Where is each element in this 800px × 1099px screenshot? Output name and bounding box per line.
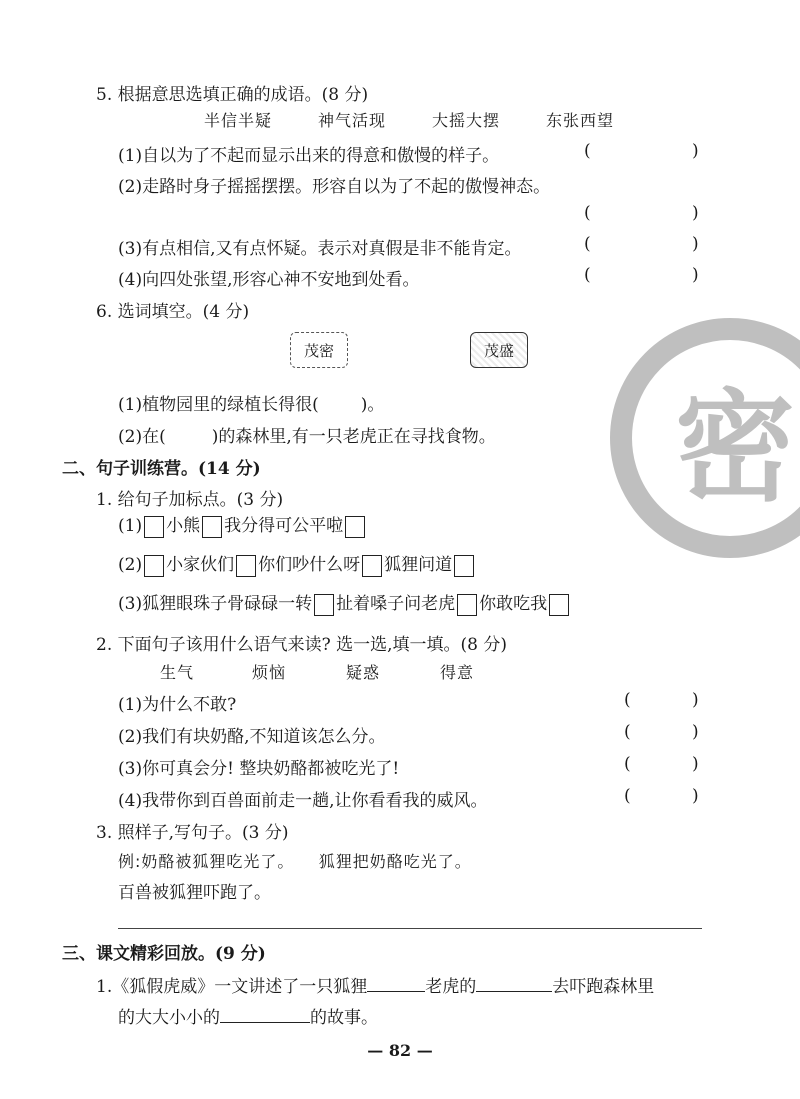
punct-box[interactable] [144, 555, 164, 577]
section2-title: 二、句子训练营。(14 分) [62, 459, 261, 479]
word-card-maosheng: 茂盛 [470, 332, 528, 368]
blank-3[interactable] [220, 1004, 310, 1023]
q5-option-2: 神气活现 [318, 111, 387, 130]
q6-item-2: (2)在( )的森林里,有一只老虎正在寻找食物。 [118, 427, 496, 447]
punct-box[interactable] [144, 516, 164, 538]
punct-box[interactable] [457, 594, 477, 616]
s2-q1-title: 1. 给句子加标点。(3 分) [96, 490, 284, 510]
page-number: — 82 — [367, 1041, 433, 1060]
answer-line[interactable] [118, 928, 702, 929]
q5-answer-1[interactable]: ( [584, 141, 591, 161]
word-card-maomi: 茂密 [290, 332, 348, 368]
tone-item-4: (4)我带你到百兽面前走一趟,让你看看我的威风。 [118, 791, 488, 811]
punct-box[interactable] [362, 555, 382, 577]
tone-answer-1[interactable]: ( [624, 690, 631, 710]
q5-option-4: 东张西望 [546, 111, 615, 130]
q5-title: 5. 根据意思选填正确的成语。(8 分) [96, 85, 369, 105]
punct-box[interactable] [236, 555, 256, 577]
q5-option-1: 半信半疑 [204, 111, 273, 130]
s3-q1-line2: 的大大小小的 的故事。 [118, 1003, 378, 1028]
q5-answer-2[interactable]: ( [584, 203, 591, 223]
section3-title: 三、课文精彩回放。(9 分) [62, 944, 266, 964]
q6-title: 6. 选词填空。(4 分) [96, 302, 250, 322]
q5-answer-4[interactable]: ( [584, 265, 591, 285]
punct-sentence-2: (2) 小家伙们 你们吵什么呀 狐狸问道 [118, 552, 476, 578]
tone-answer-2[interactable]: ( [624, 722, 631, 742]
q5-item-3: (3)有点相信,又有点怀疑。表示对真假是非不能肯定。 [118, 239, 522, 259]
punct-sentence-1: (1) 小熊 我分得可公平啦 [118, 513, 367, 539]
s3-q1-line1: 1.《狐假虎威》一文讲述了一只狐狸 老虎的 去吓跑森林里 [96, 972, 654, 997]
tone-answer-4[interactable]: ( [624, 786, 631, 806]
tone-option-1: 生气 [160, 663, 195, 682]
q5-item-4: (4)向四处张望,形容心神不安地到处看。 [118, 270, 420, 290]
tone-answer-3[interactable]: ( [624, 754, 631, 774]
rewrite-example: 例:奶酪被狐狸吃光了。 狐狸把奶酪吃光了。 [118, 852, 472, 871]
tone-option-2: 烦恼 [252, 663, 287, 682]
punct-sentence-3: (3)狐狸眼珠子骨碌碌一转 扯着嗓子问老虎 你敢吃我 [118, 591, 571, 617]
q6-item-1: (1)植物园里的绿植长得很( )。 [118, 395, 385, 415]
tone-item-3: (3)你可真会分! 整块奶酪都被吃光了! [118, 759, 400, 779]
q5-option-3: 大摇大摆 [432, 111, 501, 130]
tone-option-3: 疑惑 [346, 663, 381, 682]
punct-box[interactable] [454, 555, 474, 577]
tone-item-2: (2)我们有块奶酪,不知道该怎么分。 [118, 727, 386, 747]
confidential-seal: 密 [610, 318, 800, 558]
q5-answer-3[interactable]: ( [584, 234, 591, 254]
rewrite-prompt: 百兽被狐狸吓跑了。 [118, 883, 271, 903]
blank-1[interactable] [367, 973, 425, 992]
blank-2[interactable] [476, 973, 552, 992]
s2-q2-title: 2. 下面句子该用什么语气来读? 选一选,填一填。(8 分) [96, 635, 508, 655]
punct-box[interactable] [345, 516, 365, 538]
q5-item-1: (1)自以为了不起而显示出来的得意和傲慢的样子。 [118, 146, 500, 166]
q5-item-2: (2)走路时身子摇摇摆摆。形容自以为了不起的傲慢神态。 [118, 177, 551, 197]
s2-q3-title: 3. 照样子,写句子。(3 分) [96, 823, 289, 843]
punct-box[interactable] [549, 594, 569, 616]
tone-option-4: 得意 [440, 663, 475, 682]
tone-item-1: (1)为什么不敢? [118, 695, 237, 715]
punct-box[interactable] [202, 516, 222, 538]
punct-box[interactable] [314, 594, 334, 616]
